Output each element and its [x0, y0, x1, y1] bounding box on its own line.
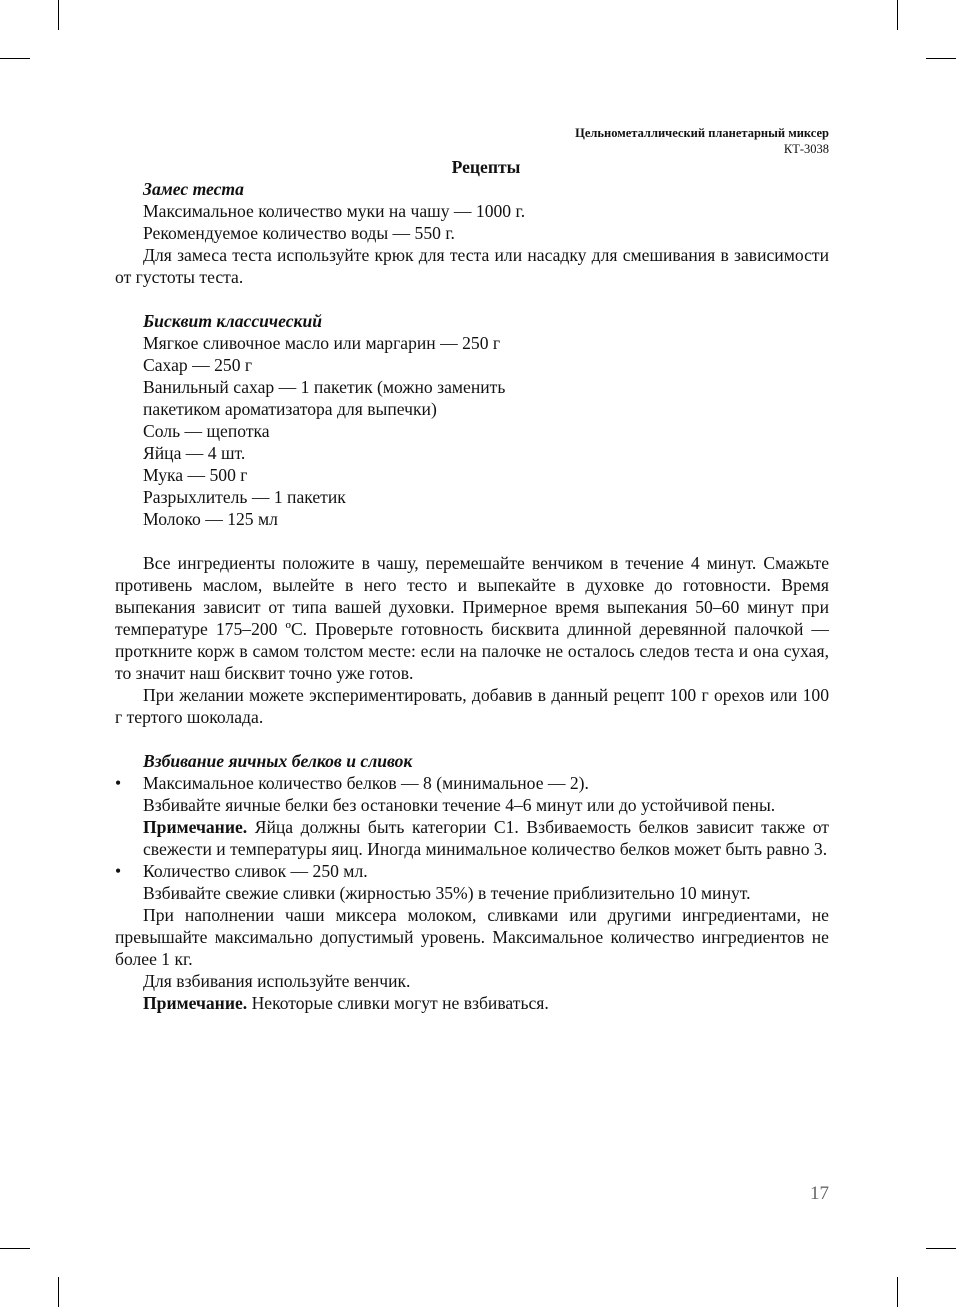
bullet-text: Максимальное количество белков — 8 (минимальное — 2).: [143, 773, 589, 793]
crop-mark: [0, 58, 30, 59]
ingredient-line: Ванильный сахар — 1 пакетик (можно заменить: [143, 377, 506, 397]
note-text: Некоторые сливки могут не взбиваться.: [247, 993, 549, 1013]
header-model: КТ-3038: [783, 142, 829, 156]
crop-mark: [897, 0, 898, 30]
note-text: Яйца должны быть категории С1. Взбиваемость белков зависит также от свежести и температуры яиц. Иногда минимальное количество белков может быть равно 3.: [143, 817, 829, 859]
ingredient-line: Мука — 500 г: [143, 465, 248, 485]
crop-mark: [926, 58, 956, 59]
bullet-item-cream: [115, 860, 829, 882]
crop-mark: [58, 0, 59, 30]
eggs-instruction: Взбивайте яичные белки без остановки течение 4–6 минут или до устойчивой пены.: [143, 795, 776, 815]
tool-paragraph: Для взбивания используйте венчик.: [143, 971, 411, 991]
crop-mark: [897, 1277, 898, 1307]
ingredient-line: Мягкое сливочное масло или маргарин — 250 г: [143, 333, 501, 353]
page-number: 17: [810, 1183, 829, 1204]
ingredient-line: Сахар — 250 г: [143, 355, 253, 375]
page-content: [115, 156, 829, 1014]
bullet-icon: •: [115, 773, 122, 793]
dough-line: Максимальное количество муки на чашу — 1000 г.: [143, 201, 526, 221]
ingredient-line: Яйца — 4 шт.: [143, 443, 246, 463]
header-product: Цельнометаллический планетарный миксер: [575, 126, 829, 140]
bullet-icon: •: [115, 861, 122, 881]
sponge-variation: При желании можете экспериментировать, добавив в данный рецепт 100 г орехов или 100 г тертого шоколада.: [115, 685, 829, 727]
crop-mark: [926, 1248, 956, 1249]
sponge-heading: Бисквит классический: [143, 311, 323, 331]
whipping-heading: Взбивание яичных белков и сливок: [143, 751, 413, 771]
page-title: Рецепты: [451, 157, 521, 177]
ingredient-line: Разрыхлитель — 1 пакетик: [143, 487, 346, 507]
final-note: [115, 992, 829, 1014]
eggs-note: [115, 816, 829, 860]
dough-heading: Замес теста: [143, 179, 244, 199]
sponge-method: Все ингредиенты положите в чашу, перемешайте венчиком в течение 4 минут. Смажьте противень маслом, вылейте в него тесто и выпекайте в духовке до готовности. Время выпекания зависит от типа вашей духовки. Примерное время выпекания 50–60 минут при температуре 175–200 ºC. Проверьте готовность бисквита длинной деревянной палочкой — проткните корж в самом толстом месте: если на палочке не осталось следов теста и она сухая, то значит наш бисквит точно уже готов.: [115, 553, 829, 683]
bullet-item-eggs: [115, 772, 829, 794]
note-label: Примечание.: [143, 817, 248, 837]
ingredient-line: Соль — щепотка: [143, 421, 270, 441]
cream-instruction: Взбивайте свежие сливки (жирностью 35%) в течение приблизительно 10 минут.: [143, 883, 751, 903]
bullet-text: Количество сливок — 250 мл.: [143, 861, 368, 881]
running-header: [575, 125, 829, 157]
ingredient-line: Молоко — 125 мл: [143, 509, 278, 529]
ingredient-line: пакетиком ароматизатора для выпечки): [143, 399, 437, 419]
crop-mark: [0, 1248, 30, 1249]
capacity-paragraph: При наполнении чаши миксера молоком, сливками или другими ингредиентами, не превышайте максимально допустимый уровень. Максимальное количество ингредиентов не более 1 кг.: [115, 905, 829, 969]
note-label: Примечание.: [143, 993, 248, 1013]
dough-line: Рекомендуемое количество воды — 550 г.: [143, 223, 455, 243]
crop-mark: [58, 1277, 59, 1307]
dough-instruction: Для замеса теста используйте крюк для теста или насадку для смешивания в зависимости от густоты теста.: [115, 245, 829, 287]
